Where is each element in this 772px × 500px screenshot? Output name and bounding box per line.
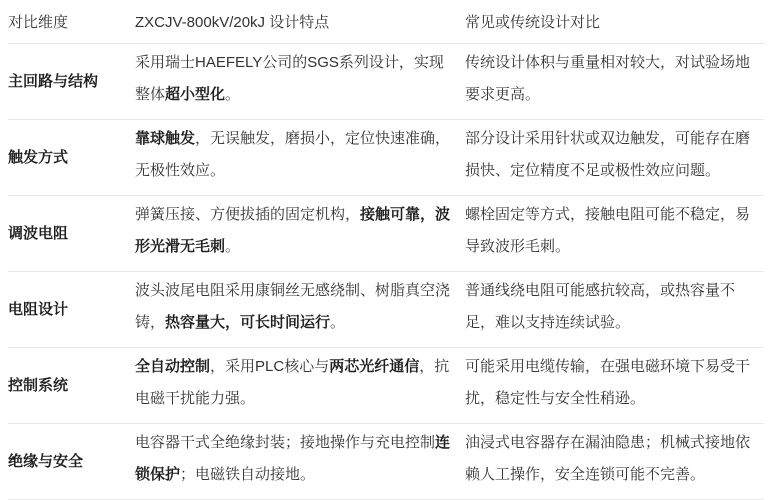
design-features-cell	[135, 120, 465, 196]
traditional-comparison-cell: 螺栓固定等方式，接触电阻可能不稳定，易导致波形毛刺。	[465, 206, 751, 255]
row-dimension-label: 调波电阻	[8, 224, 69, 242]
design-text: 电容器干式全绝缘封装；接地操作与充电控制	[135, 434, 436, 451]
design-text: ，采用PLC核心与	[210, 358, 330, 375]
row-dimension-label: 主回路与结构	[8, 72, 99, 90]
row-dimension-label: 触发方式	[8, 148, 69, 166]
table-row	[8, 196, 764, 272]
design-text: 采用瑞士HAEFELY公司的SGS系列设计，实现整体	[135, 54, 444, 103]
design-text-bold: 接触可靠，波形光滑无毛刺	[135, 206, 451, 255]
design-text-bold: 超小型化	[165, 86, 226, 103]
design-features-cell	[135, 424, 465, 500]
traditional-comparison-cell: 普通线绕电阻可能感抗较高，或热容量不足，难以支持连续试验。	[465, 282, 736, 331]
design-text: 波头波尾电阻采用康铜丝无感绕制、树脂真空浇铸，	[135, 282, 451, 331]
design-text: ，抗电磁干扰能力强。	[135, 358, 450, 407]
design-features-cell	[135, 272, 465, 348]
design-text: 弹簧压接、方便拔插的固定机构，	[135, 206, 361, 223]
header-row	[8, 0, 764, 44]
column-header-traditional-comparison: 常见或传统设计对比	[465, 0, 764, 44]
design-text: 。	[330, 314, 346, 331]
comparison-table-body	[8, 44, 764, 500]
design-text: ；电磁铁自动接地。	[180, 466, 316, 483]
table-row	[8, 120, 764, 196]
design-text: ，无误触发，磨损小，定位快速准确，无极性效应。	[135, 130, 451, 179]
traditional-comparison-cell: 油浸式电容器存在漏油隐患；机械式接地依赖人工操作，安全连锁可能不完善。	[465, 434, 751, 483]
row-dimension-label: 控制系统	[8, 376, 69, 394]
column-header-design-features: ZXCJV-800kV/20kJ 设计特点	[135, 0, 465, 44]
comparison-table	[8, 0, 764, 500]
traditional-comparison-cell: 部分设计采用针状或双边触发，可能存在磨损快、定位精度不足或极性效应问题。	[465, 130, 751, 179]
design-text: 。	[225, 86, 241, 103]
table-row	[8, 348, 764, 424]
comparison-table-header	[8, 0, 764, 44]
design-features-cell	[135, 348, 465, 424]
design-text: 。	[225, 238, 241, 255]
table-row	[8, 44, 764, 120]
design-text-bold: 两芯光纤通信	[329, 358, 420, 375]
design-text-bold: 连锁保护	[135, 434, 451, 483]
design-features-cell	[135, 196, 465, 272]
column-header-dimension: 对比维度	[8, 0, 135, 44]
design-text-bold: 热容量大，可长时间运行	[165, 314, 331, 331]
table-row	[8, 272, 764, 348]
traditional-comparison-cell: 可能采用电缆传输，在强电磁环境下易受干扰，稳定性与安全性稍逊。	[465, 358, 751, 407]
design-text-bold: 靠球触发	[135, 130, 196, 147]
table-row	[8, 424, 764, 500]
row-dimension-label: 电阻设计	[8, 300, 69, 318]
traditional-comparison-cell: 传统设计体积与重量相对较大，对试验场地要求更高。	[465, 54, 751, 103]
row-dimension-label: 绝缘与安全	[8, 452, 84, 470]
design-text-bold: 全自动控制	[135, 358, 211, 375]
design-features-cell	[135, 44, 465, 120]
